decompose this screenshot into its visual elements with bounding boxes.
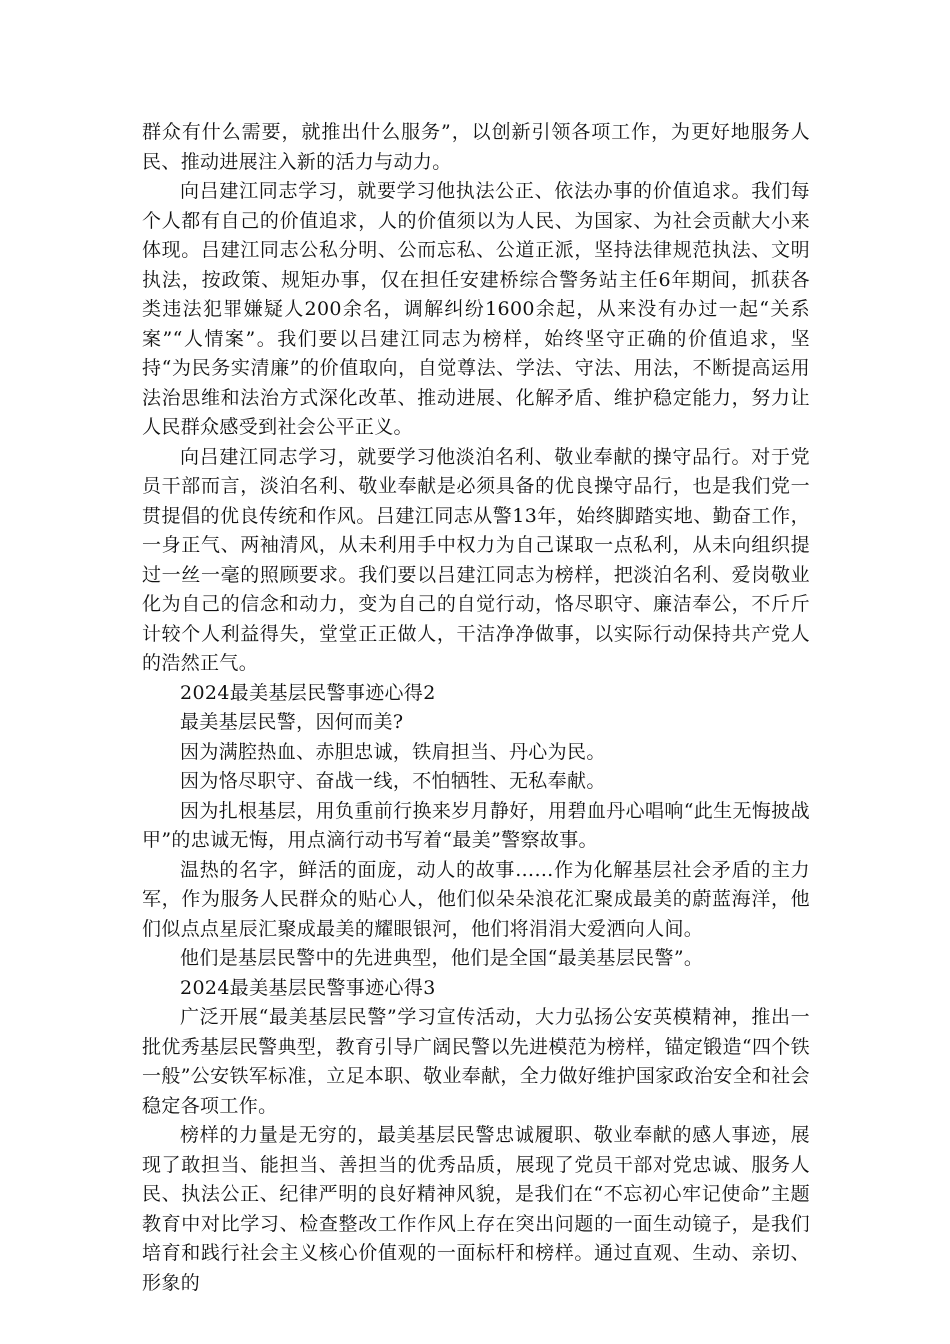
paragraph-6: 因为恪尽职守、奋战一线，不怕牺牲、无私奉献。 — [180, 770, 606, 792]
paragraph-11: 榜样的力量是无穷的，最美基层民警忠诚履职、敬业奉献的感人事迹，展现了敢担当、能担当、善担当的优秀品质，展现了党员干部对党忠诚、服务人民、执法公正、纪律严明的良好精神风貌，是我们在“不忘初心牢记使命”主题教育中对比学习、检查整改工作作风上存在突出问题的一面生动镜子，是我们培育和践行社会主义核心价值观的一面标杆和榜样。通过直观、生动、亲切、形象的 — [142, 1124, 810, 1294]
paragraph-9: 他们是基层民警中的先进典型，他们是全国“最美基层民警”。 — [180, 947, 704, 969]
paragraph-5: 因为满腔热血、赤胆忠诚，铁肩担当、丹心为民。 — [180, 740, 606, 763]
paragraph-3: 向吕建江同志学习，就要学习他淡泊名利、敬业奉献的操守品行。对于党员干部而言，淡泊名利、敬业奉献是必须具备的优良操守品行，也是我们党一贯提倡的优良传统和作风。吕建江同志从警13年，始终脚踏实地、勤奋工作，一身正气、两袖清风，从未利用手中权力为自己谋取一点私利，从未向组织提过一丝一毫的照顾要求。我们要以吕建江同志为榜样，把淡泊名利、爱岗敬业化为自己的信念和动力，变为自己的自觉行动，恪尽职守、廉洁奉公，不斤斤计较个人利益得失，堂堂正正做人，干洁净净做事，以实际行动保持共产党人的浩然正气。 — [142, 445, 810, 674]
paragraph-10: 广泛开展“最美基层民警”学习宣传活动，大力弘扬公安英模精神，推出一批优秀基层民警典型，教育引导广阔民警以先进模范为榜样，锚定锻造“四个铁一般”公安铁军标准，立足本职、敬业奉献，全力做好维护国家政治安全和社会稳定各项工作。 — [142, 1006, 810, 1117]
paragraph-7: 因为扎根基层，用负重前行换来岁月静好，用碧血丹心唱响“此生无悔披战甲”的忠诚无悔，用点滴行动书写着“最美”警察故事。 — [142, 799, 810, 851]
paragraph-4: 最美基层民警，因何而美? — [180, 711, 404, 733]
paragraph-8: 温热的名字，鲜活的面庞，动人的故事……作为化解基层社会矛盾的主力军，作为服务人民群众的贴心人，他们似朵朵浪花汇聚成最美的蔚蓝海洋，他们似点点星辰汇聚成最美的耀眼银河，他们将涓涓大爱洒向人间。 — [142, 858, 810, 940]
section-heading-3: 2024最美基层民警事迹心得3 — [180, 976, 436, 999]
paragraph-1: 群众有什么需要，就推出什么服务”，以创新引领各项工作，为更好地服务人民、推动进展注入新的活力与动力。 — [142, 121, 810, 173]
section-heading-2: 2024最美基层民警事迹心得2 — [180, 681, 436, 704]
document-body — [142, 118, 810, 1298]
paragraph-2: 向吕建江同志学习，就要学习他执法公正、依法办事的价值追求。我们每个人都有自己的价值追求，人的价值须以为人民、为国家、为社会贡献大小来体现。吕建江同志公私分明、公而忘私、公道正派，坚持法律规范执法、文明执法，按政策、规矩办事，仅在担任安建桥综合警务站主任6年期间，抓获各类违法犯罪嫌疑人200余名，调解纠纷1600余起，从来没有办过一起“关系案”“人情案”。我们要以吕建江同志为榜样，始终坚守正确的价值追求，坚持“为民务实清廉”的价值取向，自觉尊法、学法、守法、用法，不断提高运用法治思维和法治方式深化改革、推动进展、化解矛盾、维护稳定能力，努力让人民群众感受到社会公平正义。 — [142, 180, 810, 438]
